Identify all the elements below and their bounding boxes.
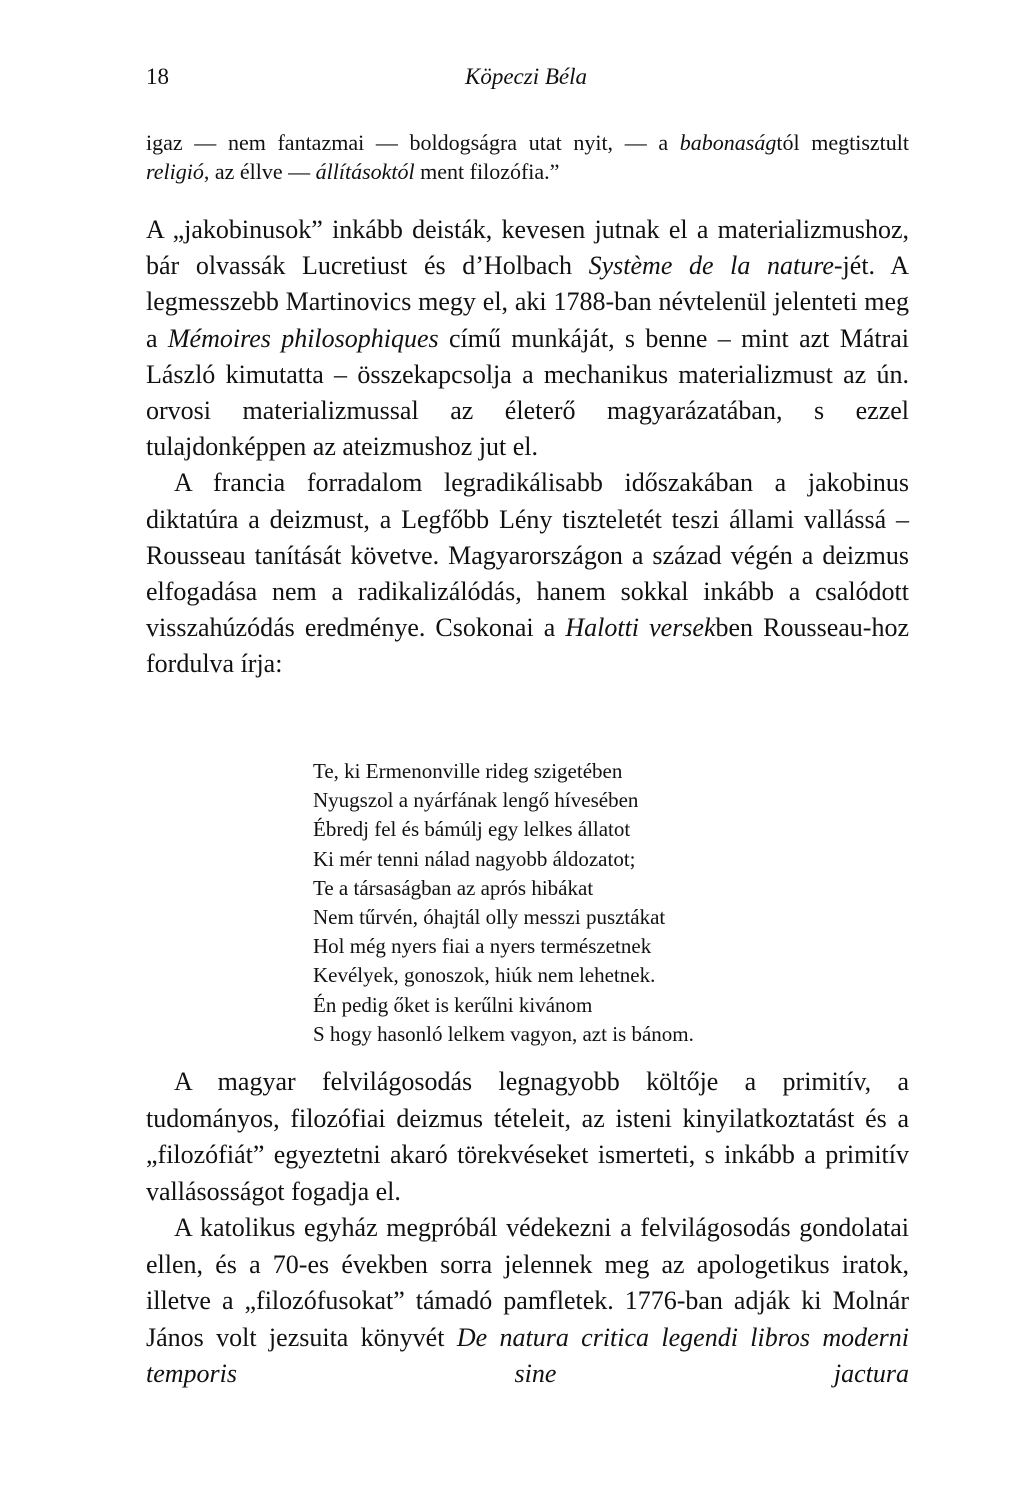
poem-line: Én pedig őket is kerűlni kivánom bbox=[313, 992, 593, 1017]
running-head: Köpeczi Béla bbox=[465, 64, 587, 89]
paragraph-magyar-felvilagosodas: A magyar felvilágosodás legnagyobb költője a primitív, a tudományos, filozófiai deizmus tételeit, az isteni kinyilatkoztatást és a „filozófiát” egyeztetni akaró törekvéseket ismerteti, s inkább a primitív vallásosságot fogadja el. bbox=[146, 1067, 909, 1206]
page-header bbox=[146, 64, 906, 94]
page-number: 18 bbox=[146, 64, 169, 89]
paragraph-jakobinusok: A „jakobinusok” inkább deisták, kevesen jutnak el a materializmushoz, bár olvassák Lucretiust és d’Holbach Système de la nature-jét. A legmesszebb Martinovics megy el, aki 1788-ban névtelenül jelenteti meg a Mémoires philosophiques című munkáját, s benne – mint azt Mátrai László kimutatta – összekapcsolja a mechanikus materializmust az ún. orvosi materializmussal az életerő magyarázatában, s ezzel tulajdonképpen az ateizmushoz jut el. bbox=[146, 215, 909, 462]
poem-line: Nem tűrvén, óhajtál olly messzi pusztákat bbox=[313, 905, 666, 930]
poem-line: S hogy hasonló lelkem vagyon, azt is bánom. bbox=[313, 1021, 694, 1046]
poem bbox=[313, 757, 694, 1049]
poem-line: Te a társaságban az aprós hibákat bbox=[313, 875, 594, 900]
paragraph-katolikus-egyhaz: A katolikus egyház megpróbál védekezni a felvilágosodás gondolatai ellen, és a 70-es években sorra jelennek meg az apologetikus iratok, illetve a „filozófusokat” támadó pamfletek. 1776-ban adják ki Molnár János volt jezsuita könyvét De natura critica legendi libros moderni temporis sine jactura bbox=[146, 1213, 909, 1388]
poem-line: Te, ki Ermenonville rideg szigetében bbox=[313, 759, 623, 783]
body-text-lower bbox=[146, 1064, 909, 1393]
paragraph-francia-forradalom: A francia forradalom legradikálisabb időszakában a jakobinus diktatúra a deizmust, a Legfőbb Lény tiszteletét teszi állami vallássá – Rousseau tanítását követve. Magyarországon a század végén a deizmus elfogadása nem a radikalizálódás, hanem sokkal inkább a csalódott visszahúzódás eredménye. Csokonai a Halotti versekben Rousseau-hoz fordulva írja: bbox=[146, 468, 909, 679]
poem-line: Nyugszol a nyárfának lengő hívesében bbox=[313, 788, 639, 813]
poem-line: Ki mér tenni nálad nagyobb áldozatot; bbox=[313, 846, 636, 871]
body-text-upper bbox=[146, 212, 909, 683]
poem-line: Kevélyek, gonoszok, hiúk nem lehetnek. bbox=[313, 963, 656, 988]
quote-continuation: igaz — nem fantazmai — boldogságra utat nyit, — a babonaságtól megtisztult religió, az éllve — állításoktól ment filozófia.” bbox=[146, 130, 910, 184]
poem-line: Hol még nyers fiai a nyers természetnek bbox=[313, 934, 652, 959]
poem-line: Ébredj fel és bámúlj egy lelkes állatot bbox=[313, 817, 631, 842]
